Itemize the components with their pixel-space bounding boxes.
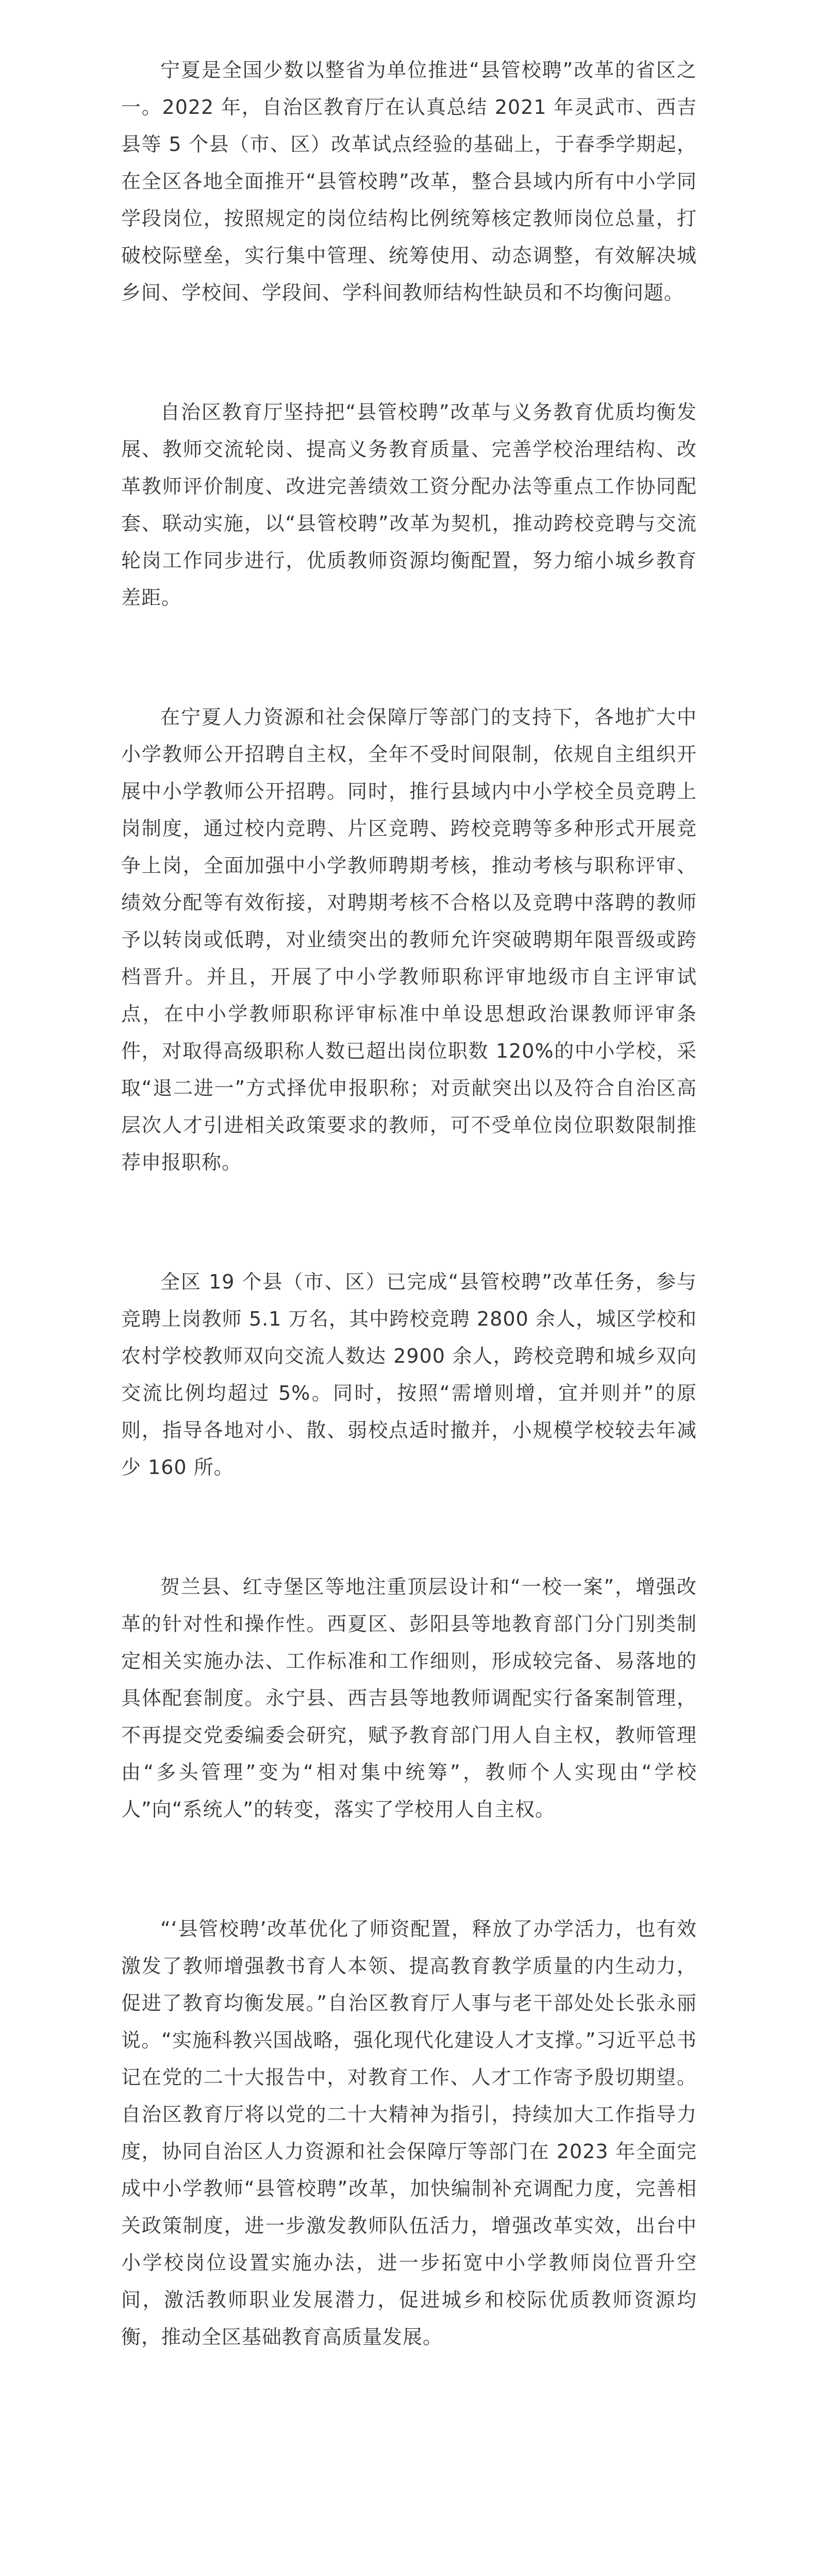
paragraph-6: “‘县管校聘’改革优化了师资配置，释放了办学活力，也有效激发了教师增强教书育人本领、提高教育教学质量的内生动力，促进了教育均衡发展。”自治区教育厅人事与老干部处处长张永丽说。“实施科教兴国战略，强化现代化建设人才支撑。”习近平总书记在党的二十大报告中，对教育工作、人才工作寄予殷切期望。自治区教育厅将以党的二十大精神为指引，持续加大工作指导力度，协同自治区人力资源和社会保障厅等部门在 2023 年全面完成中小学教师“县管校聘”改革，加快编制补充调配力度，完善相关政策制度，进一步激发教师队伍活力，增强改革实效，出台中小学校岗位设置实施办法，进一步拓宽中小学教师岗位晋升空间，激活教师职业发展潜力，促进城乡和校际优质教师资源均衡，推动全区基础教育高质量发展。 bbox=[121, 1918, 697, 2348]
paragraph-5: 贺兰县、红寺堡区等地注重顶层设计和“一校一案”，增强改革的针对性和操作性。西夏区、彭阳县等地教育部门分门别类制定相关实施办法、工作标准和工作细则，形成较完备、易落地的具体配套制度。永宁县、西吉县等地教师调配实行备案制管理，不再提交党委编委会研究，赋予教育部门用人自主权，教师管理由“多头管理”变为“相对集中统筹”，教师个人实现由“学校人”向“系统人”的转变，落实了学校用人自主权。 bbox=[121, 1575, 697, 1821]
paragraph-2: 自治区教育厅坚持把“县管校聘”改革与义务教育优质均衡发展、教师交流轮岗、提高义务教育质量、完善学校治理结构、改革教师评价制度、改进完善绩效工资分配办法等重点工作协同配套、联动实施，以“县管校聘”改革为契机，推动跨校竞聘与交流轮岗工作同步进行，优质教师资源均衡配置，努力缩小城乡教育差距。 bbox=[121, 401, 697, 609]
paragraph-4: 全区 19 个县（市、区）已完成“县管校聘”改革任务，参与竞聘上岗教师 5.1 万名，其中跨校竞聘 2800 余人，城区学校和农村学校教师双向交流人数达 2900 余人，跨校竞聘和城乡双向交流比例均超过 5%。同时，按照“需增则增，宜并则并”的原则，指导各地对小、散、弱校点适时撤并，小规模学校较去年减少 160 所。 bbox=[121, 1270, 697, 1479]
paragraph-1: 宁夏是全国少数以整省为单位推进“县管校聘”改革的省区之一。2022 年，自治区教育厅在认真总结 2021 年灵武市、西吉县等 5 个县（市、区）改革试点经验的基础上，于春季学期起，在全区各地全面推开“县管校聘”改革，整合县域内所有中小学同学段岗位，按照规定的岗位结构比例统筹核定教师岗位总量，打破校际壁垒，实行集中管理、统筹使用、动态调整，有效解决城乡间、学校间、学段间、学科间教师结构性缺员和不均衡问题。 bbox=[121, 59, 697, 304]
paragraph-3: 在宁夏人力资源和社会保障厅等部门的支持下，各地扩大中小学教师公开招聘自主权，全年不受时间限制，依规自主组织开展中小学教师公开招聘。同时，推行县域内中小学校全员竞聘上岗制度，通过校内竞聘、片区竞聘、跨校竞聘等多种形式开展竞争上岗，全面加强中小学教师聘期考核，推动考核与职称评审、绩效分配等有效衔接，对聘期考核不合格以及竞聘中落聘的教师予以转岗或低聘，对业绩突出的教师允许突破聘期年限晋级或跨档晋升。并且，开展了中小学教师职称评审地级市自主评审试点，在中小学教师职称评审标准中单设思想政治课教师评审条件，对取得高级职称人数已超出岗位职数 120%的中小学校，采取“退二进一”方式择优申报职称；对贡献突出以及符合自治区高层次人才引进相关政策要求的教师，可不受单位岗位职数限制推荐申报职称。 bbox=[121, 706, 697, 1174]
